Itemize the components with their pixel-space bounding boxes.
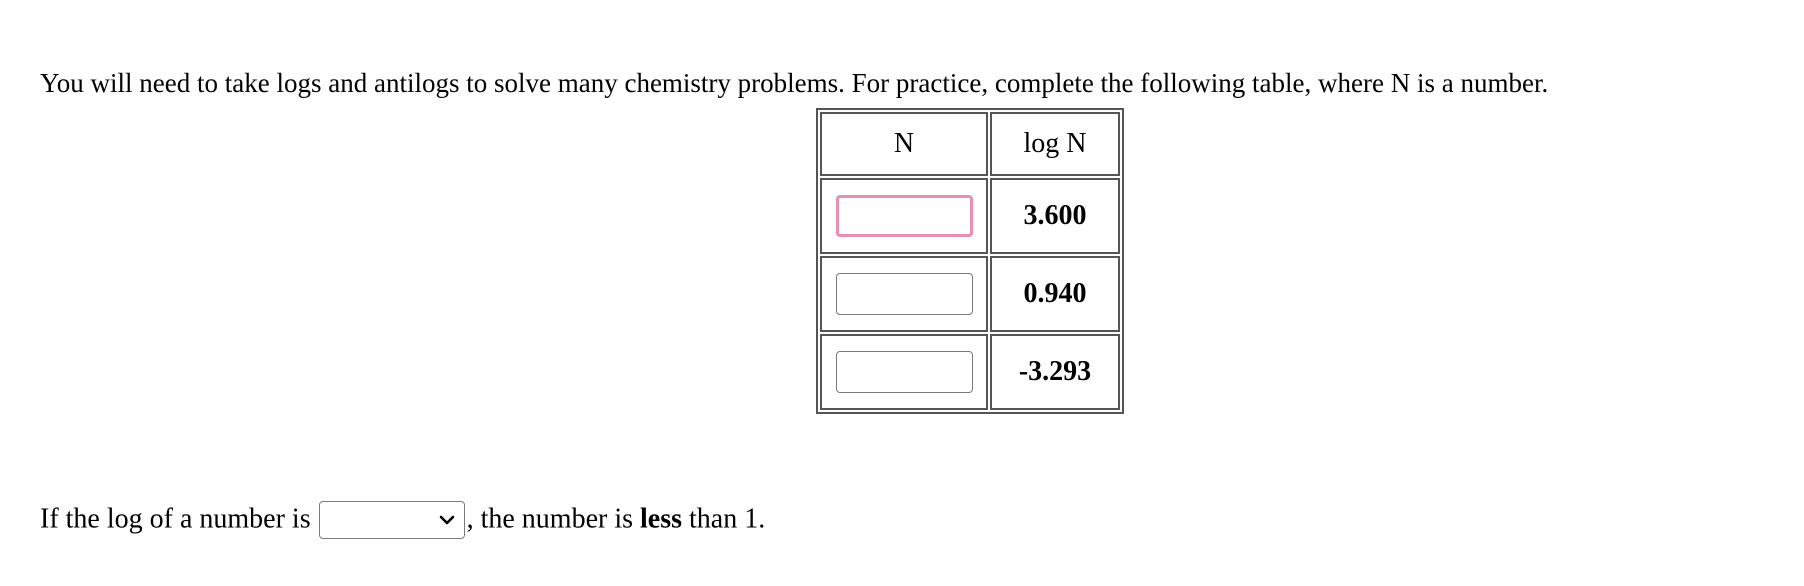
question-suffix-part2: than 1. [682,503,766,535]
table-row [820,178,1120,254]
n-input-3[interactable] [836,351,973,393]
n-input-1[interactable] [836,195,973,237]
n-input-2[interactable] [836,273,973,315]
table-row [820,334,1120,410]
instructions-text: You will need to take logs and antilogs to solve many chemistry problems. For practice, complete the following table, where N is a number. [40,68,1549,98]
log-value-3: -3.293 [990,334,1120,410]
n-cell [820,178,988,254]
question-prefix: If the log of a number is [40,503,311,535]
log-value-1: 3.600 [990,178,1120,254]
sign-dropdown[interactable] [319,501,465,539]
log-value-2: 0.940 [990,256,1120,332]
header-n: N [820,112,988,176]
header-log-n: log N [990,112,1120,176]
n-cell [820,334,988,410]
log-table [816,108,1124,414]
table-header-row [820,112,1120,176]
question-emphasis: less [640,503,683,535]
n-cell [820,256,988,332]
table-row [820,256,1120,332]
chevron-down-icon [438,511,456,529]
question-line [40,498,765,540]
question-suffix-part1: , the number is [466,503,641,535]
